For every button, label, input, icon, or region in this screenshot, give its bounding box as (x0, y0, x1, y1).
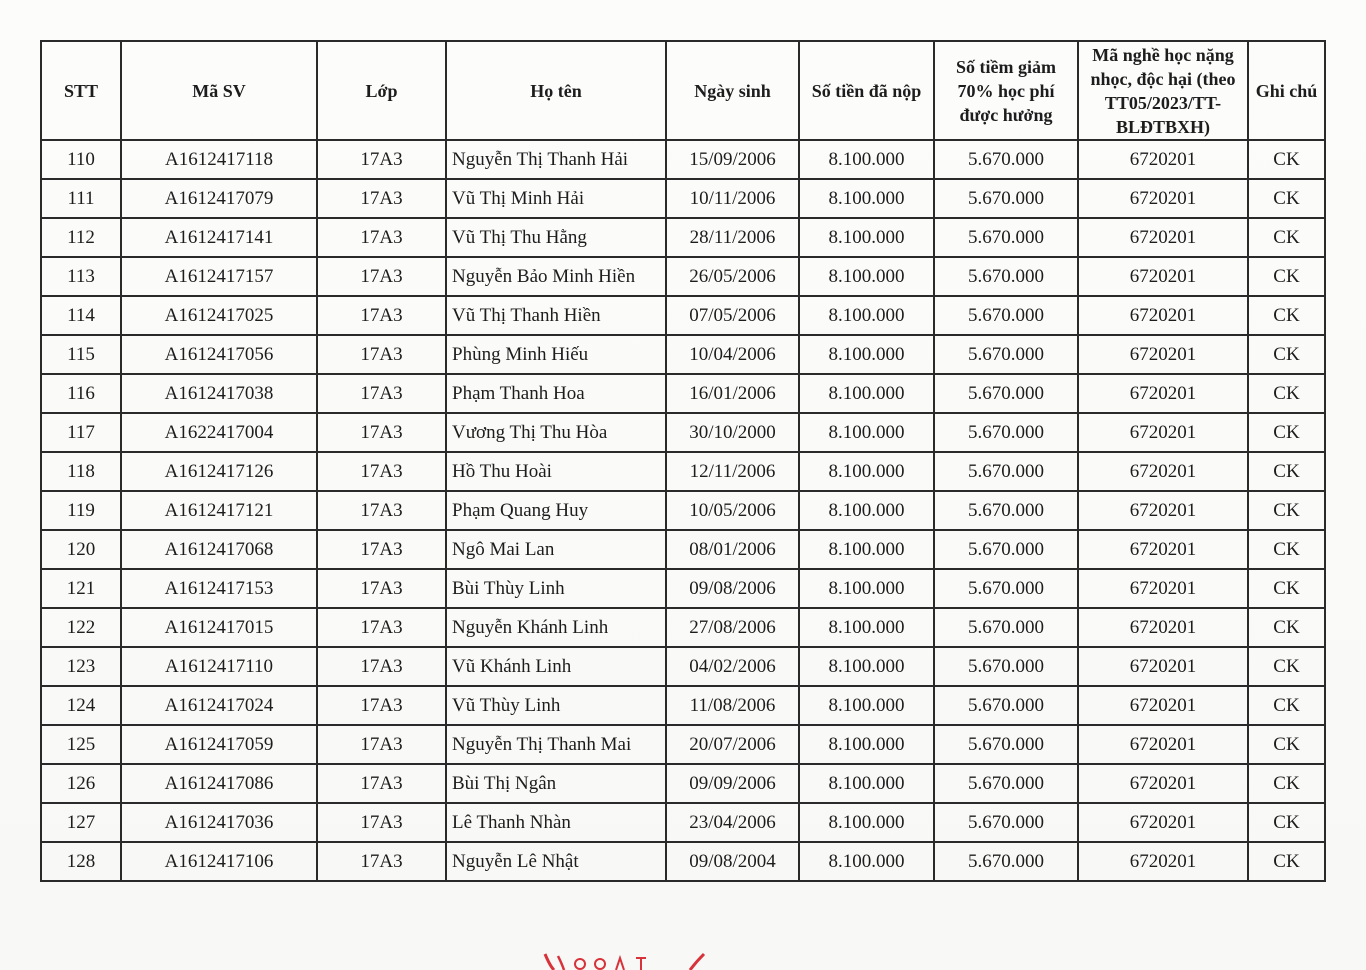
cell-lop: 17A3 (317, 491, 446, 530)
cell-ngay-sinh: 10/05/2006 (666, 491, 799, 530)
cell-so-tien-da-nop: 8.100.000 (799, 686, 934, 725)
cell-ho-ten: Vũ Thùy Linh (446, 686, 666, 725)
cell-ma-sv: A1612417056 (121, 335, 317, 374)
cell-stt: 125 (41, 725, 121, 764)
cell-so-tien-giam: 5.670.000 (934, 530, 1078, 569)
stamp-arc-mark (545, 954, 554, 970)
cell-ma-sv: A1612417079 (121, 179, 317, 218)
cell-stt: 114 (41, 296, 121, 335)
cell-so-tien-da-nop: 8.100.000 (799, 491, 934, 530)
cell-stt: 115 (41, 335, 121, 374)
header-lop: Lớp (317, 41, 446, 140)
cell-so-tien-da-nop: 8.100.000 (799, 452, 934, 491)
cell-ho-ten: Phạm Thanh Hoa (446, 374, 666, 413)
cell-ngay-sinh: 27/08/2006 (666, 608, 799, 647)
cell-so-tien-giam: 5.670.000 (934, 179, 1078, 218)
cell-so-tien-giam: 5.670.000 (934, 647, 1078, 686)
cell-ma-nghe: 6720201 (1078, 608, 1248, 647)
stamp-letter-mark (636, 958, 646, 970)
cell-lop: 17A3 (317, 686, 446, 725)
cell-ma-nghe: 6720201 (1078, 374, 1248, 413)
table-row (41, 179, 1325, 218)
cell-ma-sv: A1612417036 (121, 803, 317, 842)
table-row (41, 530, 1325, 569)
cell-lop: 17A3 (317, 335, 446, 374)
cell-ma-nghe: 6720201 (1078, 764, 1248, 803)
cell-ma-sv: A1612417141 (121, 218, 317, 257)
table-row (41, 803, 1325, 842)
cell-so-tien-giam: 5.670.000 (934, 842, 1078, 881)
cell-ngay-sinh: 09/08/2004 (666, 842, 799, 881)
cell-ma-nghe: 6720201 (1078, 686, 1248, 725)
cell-stt: 116 (41, 374, 121, 413)
header-so-tien-giam: Số tiềm giảm 70% học phí được hưởng (934, 41, 1078, 140)
cell-ma-nghe: 6720201 (1078, 218, 1248, 257)
red-seal-stamp (540, 952, 710, 970)
cell-ma-nghe: 6720201 (1078, 530, 1248, 569)
cell-ghi-chu: CK (1248, 608, 1325, 647)
cell-stt: 111 (41, 179, 121, 218)
cell-so-tien-da-nop: 8.100.000 (799, 140, 934, 179)
cell-ma-sv: A1612417068 (121, 530, 317, 569)
header-stt: STT (41, 41, 121, 140)
table-row (41, 296, 1325, 335)
cell-so-tien-da-nop: 8.100.000 (799, 296, 934, 335)
cell-so-tien-giam: 5.670.000 (934, 452, 1078, 491)
cell-lop: 17A3 (317, 218, 446, 257)
cell-ngay-sinh: 10/11/2006 (666, 179, 799, 218)
cell-so-tien-giam: 5.670.000 (934, 491, 1078, 530)
cell-ma-sv: A1622417004 (121, 413, 317, 452)
cell-ngay-sinh: 09/08/2006 (666, 569, 799, 608)
stamp-letter-mark (575, 959, 585, 969)
cell-so-tien-giam: 5.670.000 (934, 764, 1078, 803)
table-row (41, 686, 1325, 725)
cell-ma-sv: A1612417059 (121, 725, 317, 764)
cell-ngay-sinh: 20/07/2006 (666, 725, 799, 764)
cell-lop: 17A3 (317, 647, 446, 686)
table-row (41, 725, 1325, 764)
cell-so-tien-giam: 5.670.000 (934, 413, 1078, 452)
student-fee-table (40, 40, 1326, 882)
cell-lop: 17A3 (317, 179, 446, 218)
table-row (41, 140, 1325, 179)
cell-ho-ten: Nguyễn Bảo Minh Hiền (446, 257, 666, 296)
cell-ghi-chu: CK (1248, 218, 1325, 257)
cell-so-tien-da-nop: 8.100.000 (799, 725, 934, 764)
cell-so-tien-giam: 5.670.000 (934, 335, 1078, 374)
stamp-letter-mark (595, 959, 605, 969)
cell-ma-nghe: 6720201 (1078, 569, 1248, 608)
cell-ngay-sinh: 10/04/2006 (666, 335, 799, 374)
cell-ma-sv: A1612417086 (121, 764, 317, 803)
cell-so-tien-giam: 5.670.000 (934, 686, 1078, 725)
cell-so-tien-da-nop: 8.100.000 (799, 257, 934, 296)
header-ngay-sinh: Ngày sinh (666, 41, 799, 140)
cell-ho-ten: Phùng Minh Hiếu (446, 335, 666, 374)
cell-ghi-chu: CK (1248, 413, 1325, 452)
cell-ho-ten: Nguyễn Lê Nhật (446, 842, 666, 881)
header-ma-nghe: Mã nghề học nặng nhọc, độc hại (theo TT05/2023/TT-BLĐTBXH) (1078, 41, 1248, 140)
cell-so-tien-giam: 5.670.000 (934, 218, 1078, 257)
cell-ghi-chu: CK (1248, 374, 1325, 413)
header-ma-sv: Mã SV (121, 41, 317, 140)
cell-ho-ten: Vũ Thị Thu Hằng (446, 218, 666, 257)
cell-ghi-chu: CK (1248, 842, 1325, 881)
cell-ghi-chu: CK (1248, 491, 1325, 530)
table-row (41, 452, 1325, 491)
cell-ma-sv: A1612417126 (121, 452, 317, 491)
cell-ho-ten: Hồ Thu Hoài (446, 452, 666, 491)
cell-so-tien-giam: 5.670.000 (934, 140, 1078, 179)
cell-lop: 17A3 (317, 803, 446, 842)
cell-lop: 17A3 (317, 452, 446, 491)
cell-stt: 121 (41, 569, 121, 608)
cell-lop: 17A3 (317, 842, 446, 881)
cell-so-tien-giam: 5.670.000 (934, 569, 1078, 608)
table-row (41, 218, 1325, 257)
cell-ma-nghe: 6720201 (1078, 725, 1248, 764)
cell-ngay-sinh: 30/10/2000 (666, 413, 799, 452)
cell-so-tien-da-nop: 8.100.000 (799, 764, 934, 803)
cell-stt: 118 (41, 452, 121, 491)
cell-stt: 124 (41, 686, 121, 725)
cell-stt: 127 (41, 803, 121, 842)
cell-ma-sv: A1612417121 (121, 491, 317, 530)
cell-stt: 117 (41, 413, 121, 452)
table-row (41, 257, 1325, 296)
cell-ma-nghe: 6720201 (1078, 647, 1248, 686)
cell-ma-nghe: 6720201 (1078, 842, 1248, 881)
cell-ngay-sinh: 23/04/2006 (666, 803, 799, 842)
cell-ma-nghe: 6720201 (1078, 179, 1248, 218)
cell-so-tien-da-nop: 8.100.000 (799, 413, 934, 452)
cell-ma-sv: A1612417157 (121, 257, 317, 296)
cell-lop: 17A3 (317, 257, 446, 296)
cell-ho-ten: Ngô Mai Lan (446, 530, 666, 569)
cell-so-tien-giam: 5.670.000 (934, 257, 1078, 296)
cell-stt: 126 (41, 764, 121, 803)
cell-lop: 17A3 (317, 764, 446, 803)
cell-so-tien-da-nop: 8.100.000 (799, 179, 934, 218)
cell-so-tien-da-nop: 8.100.000 (799, 335, 934, 374)
cell-ngay-sinh: 08/01/2006 (666, 530, 799, 569)
table-row (41, 335, 1325, 374)
cell-ho-ten: Bùi Thị Ngân (446, 764, 666, 803)
cell-ngay-sinh: 16/01/2006 (666, 374, 799, 413)
cell-ghi-chu: CK (1248, 803, 1325, 842)
cell-ma-sv: A1612417024 (121, 686, 317, 725)
cell-lop: 17A3 (317, 725, 446, 764)
cell-ma-sv: A1612417025 (121, 296, 317, 335)
cell-stt: 112 (41, 218, 121, 257)
cell-ma-sv: A1612417153 (121, 569, 317, 608)
cell-ma-nghe: 6720201 (1078, 452, 1248, 491)
cell-ghi-chu: CK (1248, 179, 1325, 218)
table-row (41, 764, 1325, 803)
cell-so-tien-giam: 5.670.000 (934, 803, 1078, 842)
cell-ghi-chu: CK (1248, 452, 1325, 491)
cell-so-tien-da-nop: 8.100.000 (799, 569, 934, 608)
cell-ngay-sinh: 11/08/2006 (666, 686, 799, 725)
cell-ho-ten: Vũ Thị Minh Hải (446, 179, 666, 218)
cell-ngay-sinh: 28/11/2006 (666, 218, 799, 257)
cell-so-tien-giam: 5.670.000 (934, 374, 1078, 413)
header-so-tien-da-nop: Số tiền đã nộp (799, 41, 934, 140)
cell-so-tien-da-nop: 8.100.000 (799, 374, 934, 413)
cell-ma-sv: A1612417038 (121, 374, 317, 413)
cell-so-tien-da-nop: 8.100.000 (799, 218, 934, 257)
cell-so-tien-da-nop: 8.100.000 (799, 608, 934, 647)
cell-ho-ten: Nguyễn Khánh Linh (446, 608, 666, 647)
cell-stt: 113 (41, 257, 121, 296)
cell-ghi-chu: CK (1248, 725, 1325, 764)
cell-ma-nghe: 6720201 (1078, 140, 1248, 179)
cell-ghi-chu: CK (1248, 686, 1325, 725)
cell-ghi-chu: CK (1248, 530, 1325, 569)
cell-so-tien-giam: 5.670.000 (934, 608, 1078, 647)
table-row (41, 491, 1325, 530)
cell-stt: 122 (41, 608, 121, 647)
cell-ho-ten: Nguyễn Thị Thanh Hải (446, 140, 666, 179)
cell-ma-nghe: 6720201 (1078, 491, 1248, 530)
stamp-arc-mark (558, 956, 564, 970)
cell-so-tien-giam: 5.670.000 (934, 296, 1078, 335)
cell-ma-nghe: 6720201 (1078, 335, 1248, 374)
cell-so-tien-da-nop: 8.100.000 (799, 530, 934, 569)
cell-ma-sv: A1612417118 (121, 140, 317, 179)
table-row (41, 842, 1325, 881)
cell-lop: 17A3 (317, 374, 446, 413)
cell-ngay-sinh: 04/02/2006 (666, 647, 799, 686)
cell-ma-sv: A1612417106 (121, 842, 317, 881)
cell-stt: 120 (41, 530, 121, 569)
cell-lop: 17A3 (317, 608, 446, 647)
table-body (41, 140, 1325, 881)
cell-ghi-chu: CK (1248, 257, 1325, 296)
cell-ma-sv: A1612417110 (121, 647, 317, 686)
cell-lop: 17A3 (317, 569, 446, 608)
cell-ho-ten: Vũ Thị Thanh Hiền (446, 296, 666, 335)
cell-ho-ten: Vương Thị Thu Hòa (446, 413, 666, 452)
header-ho-ten: Họ tên (446, 41, 666, 140)
cell-ho-ten: Phạm Quang Huy (446, 491, 666, 530)
cell-ho-ten: Nguyễn Thị Thanh Mai (446, 725, 666, 764)
cell-stt: 128 (41, 842, 121, 881)
cell-ghi-chu: CK (1248, 647, 1325, 686)
cell-stt: 119 (41, 491, 121, 530)
cell-ho-ten: Lê Thanh Nhàn (446, 803, 666, 842)
cell-lop: 17A3 (317, 413, 446, 452)
cell-lop: 17A3 (317, 530, 446, 569)
cell-ma-sv: A1612417015 (121, 608, 317, 647)
cell-stt: 123 (41, 647, 121, 686)
cell-ghi-chu: CK (1248, 335, 1325, 374)
cell-ma-nghe: 6720201 (1078, 257, 1248, 296)
cell-stt: 110 (41, 140, 121, 179)
cell-ma-nghe: 6720201 (1078, 413, 1248, 452)
table-row (41, 608, 1325, 647)
cell-ma-nghe: 6720201 (1078, 296, 1248, 335)
cell-ghi-chu: CK (1248, 764, 1325, 803)
cell-lop: 17A3 (317, 296, 446, 335)
cell-ngay-sinh: 15/09/2006 (666, 140, 799, 179)
table-row (41, 374, 1325, 413)
cell-ngay-sinh: 09/09/2006 (666, 764, 799, 803)
table-row (41, 647, 1325, 686)
cell-ghi-chu: CK (1248, 569, 1325, 608)
cell-ho-ten: Vũ Khánh Linh (446, 647, 666, 686)
cell-ngay-sinh: 26/05/2006 (666, 257, 799, 296)
cell-so-tien-giam: 5.670.000 (934, 725, 1078, 764)
cell-so-tien-da-nop: 8.100.000 (799, 803, 934, 842)
cell-ngay-sinh: 12/11/2006 (666, 452, 799, 491)
cell-lop: 17A3 (317, 140, 446, 179)
cell-so-tien-da-nop: 8.100.000 (799, 647, 934, 686)
table-row (41, 569, 1325, 608)
cell-ghi-chu: CK (1248, 296, 1325, 335)
stamp-arc-mark (690, 954, 704, 970)
cell-ghi-chu: CK (1248, 140, 1325, 179)
cell-ma-nghe: 6720201 (1078, 803, 1248, 842)
table-header-row (41, 41, 1325, 140)
header-ghi-chu: Ghi chú (1248, 41, 1325, 140)
cell-ho-ten: Bùi Thùy Linh (446, 569, 666, 608)
table-row (41, 413, 1325, 452)
cell-ngay-sinh: 07/05/2006 (666, 296, 799, 335)
stamp-letter-mark (616, 958, 624, 970)
cell-so-tien-da-nop: 8.100.000 (799, 842, 934, 881)
